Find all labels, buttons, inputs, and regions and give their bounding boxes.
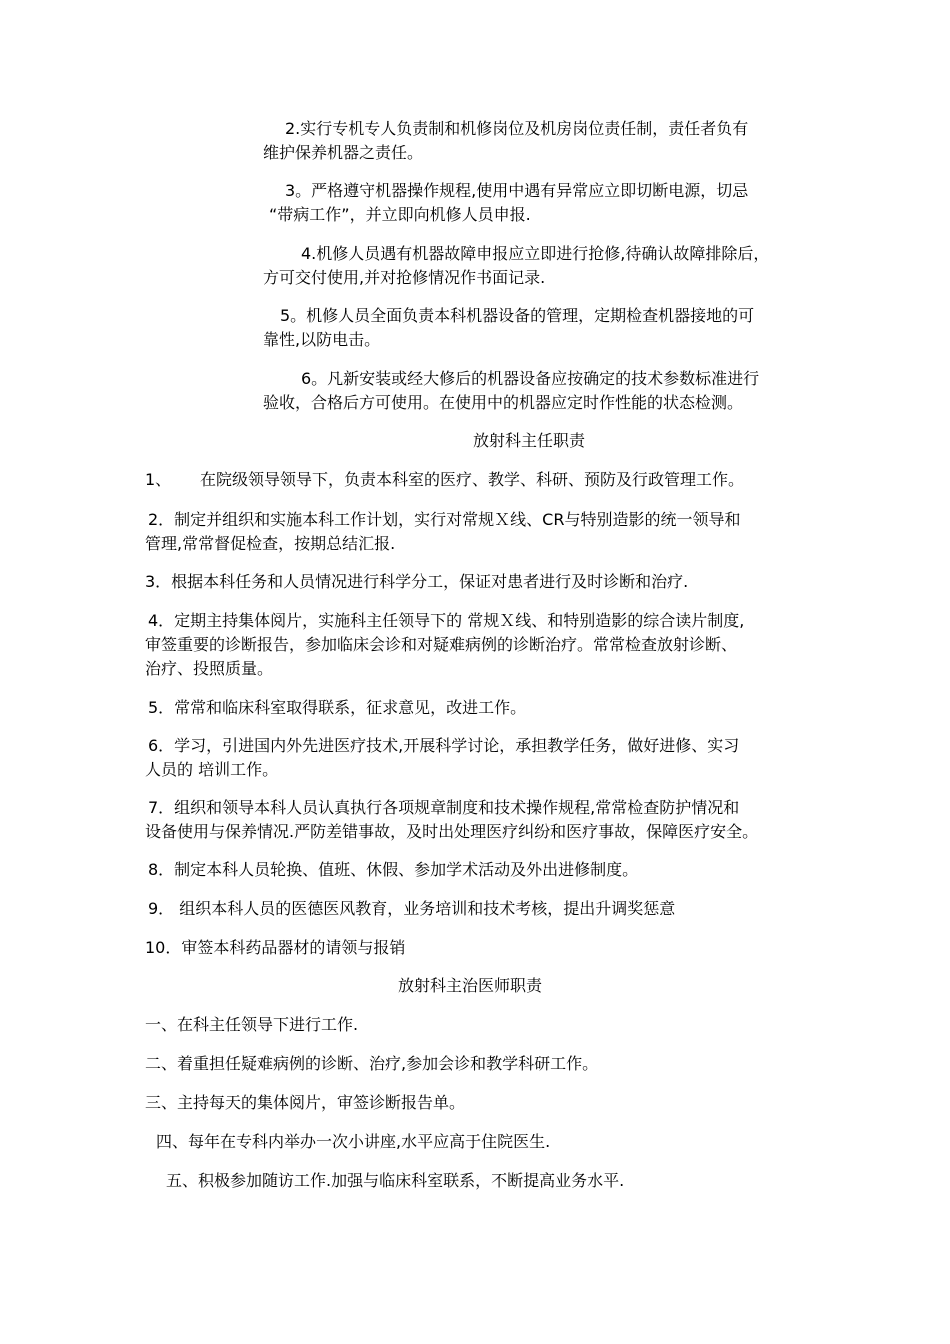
director-duty-1-number: 1、: [145, 470, 172, 489]
director-duty-2-line-1: 2．制定并组织和实施本科工作计划，实行对常规Ｘ线、CR与特别造影的统一领导和: [148, 510, 741, 529]
director-duty-6-line-2: 人员的 培训工作。: [145, 760, 279, 779]
rule-4-line-1: 4.机修人员遇有机器故障申报应立即进行抢修,待确认故障排除后，: [301, 244, 770, 263]
rule-6-line-2: 验收，合格后方可使用。在使用中的机器应定时作性能的状态检测。: [263, 393, 744, 412]
section-title-attending: 放射科主治医师职责: [398, 976, 543, 995]
rule-6-line-1: 6。凡新安装或经大修后的机器设备应按确定的技术参数标准进行: [301, 369, 760, 388]
section-title-director: 放射科主任职责: [473, 431, 586, 450]
director-duty-4-line-2: 审签重要的诊断报告，参加临床会诊和对疑难病例的诊断治疗。常常检查放射诊断、: [145, 635, 738, 654]
director-duty-4-line-3: 治疗、投照质量。: [145, 659, 274, 678]
director-duty-6-line-1: 6．学习，引进国内外先进医疗技术,开展科学讨论，承担教学任务，做好进修、实习: [148, 736, 740, 755]
rule-2-line-2: 维护保养机器之责任。: [263, 143, 424, 162]
attending-duty-5: 五、积极参加随访工作.加强与临床科室联系，不断提高业务水平.: [166, 1171, 625, 1190]
attending-duty-4: 四、每年在专科内举办一次小讲座,水平应高于住院医生.: [156, 1132, 551, 1151]
director-duty-3: 3．根据本科任务和人员情况进行科学分工，保证对患者进行及时诊断和治疗.: [145, 572, 689, 591]
director-duty-4-line-1: 4．定期主持集体阅片，实施科主任领导下的 常规Ｘ线、和特别造影的综合读片制度,: [148, 611, 745, 630]
director-duty-7-line-1: 7．组织和领导本科人员认真执行各项规章制度和技术操作规程,常常检查防护情况和: [148, 798, 740, 817]
rule-5-line-2: 靠性,以防电击。: [263, 330, 381, 349]
director-duty-9: 9． 组织本科人员的医德医风教育，业务培训和技术考核，提出升调奖惩意: [148, 899, 676, 918]
rule-3-line-1: 3。严格遵守机器操作规程,使用中遇有异常应立即切断电源，切忌: [285, 181, 749, 200]
director-duty-10: 10．审签本科药品器材的请领与报销: [145, 938, 406, 957]
attending-duty-2: 二、着重担任疑难病例的诊断、治疗,参加会诊和教学科研工作。: [145, 1054, 599, 1073]
rule-2-line-1: 2.实行专机专人负责制和机修岗位及机房岗位责任制，责任者负有: [285, 119, 749, 138]
director-duty-8: 8．制定本科人员轮换、值班、休假、参加学术活动及外出进修制度。: [148, 860, 639, 879]
director-duty-7-line-2: 设备使用与保养情况.严防差错事故，及时出处理医疗纠纷和医疗事故，保障医疗安全。: [145, 822, 759, 841]
director-duty-1: 在院级领导领导下，负责本科室的医疗、教学、科研、预防及行政管理工作。: [200, 470, 745, 489]
rule-4-line-2: 方可交付使用,并对抢修情况作书面记录.: [263, 268, 546, 287]
director-duty-5: 5．常常和临床科室取得联系，征求意见，改进工作。: [148, 698, 527, 717]
rule-3-line-2: “带病工作”，并立即向机修人员申报.: [269, 205, 531, 224]
attending-duty-1: 一、在科主任领导下进行工作.: [145, 1015, 359, 1034]
rule-5-line-1: 5。机修人员全面负责本科机器设备的管理，定期检查机器接地的可: [280, 306, 755, 325]
director-duty-2-line-2: 管理,常常督促检查，按期总结汇报.: [145, 534, 396, 553]
attending-duty-3: 三、主持每天的集体阅片，审签诊断报告单。: [145, 1093, 466, 1112]
